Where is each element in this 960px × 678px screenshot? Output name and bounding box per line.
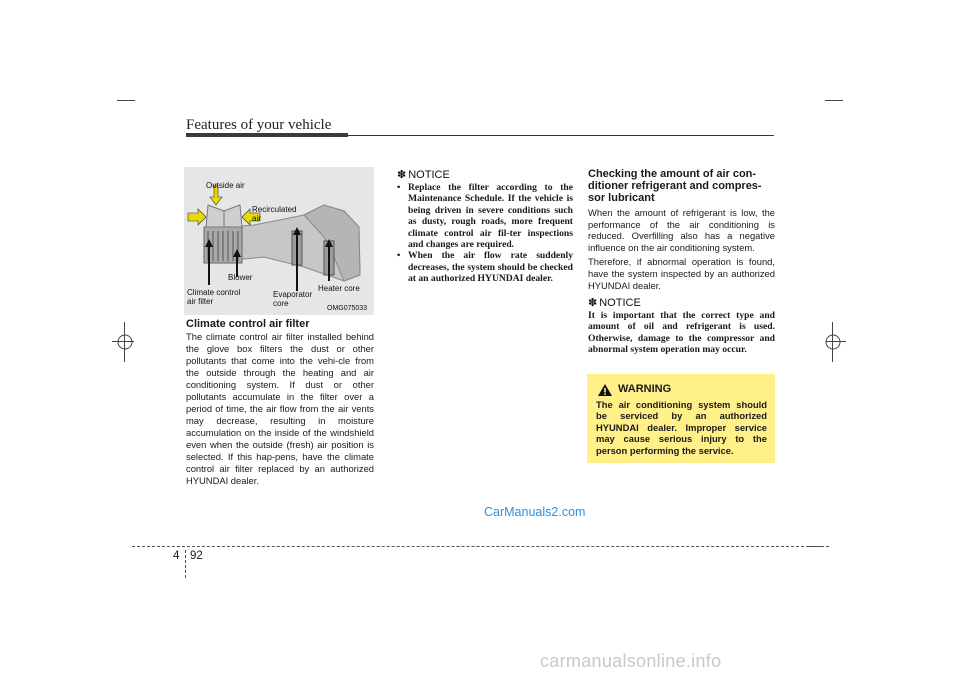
section-heading-refrigerant: Checking the amount of air con-ditioner refrigerant and compres-sor lubricant [588, 168, 762, 204]
warning-box [587, 374, 775, 463]
crop-mark [825, 100, 843, 101]
page-number: 92 [190, 550, 203, 562]
footer-watermark[interactable]: carmanualsonline.info [540, 651, 722, 671]
hvac-diagram [184, 167, 374, 315]
label-heater-core: Heater core [318, 284, 360, 293]
page-header-title: Features of your vehicle [186, 117, 332, 133]
refrigerant-section [588, 168, 775, 291]
label-recirculated-air: Recirculated air [252, 205, 297, 223]
figure-code: OMG075033 [327, 305, 368, 312]
watermark-link[interactable]: CarManuals2.com [484, 505, 586, 519]
notice-star-icon: ✽ [588, 297, 598, 309]
air-filter-paragraph: The climate control air filter installed behind the glove box filters the dust or other pollutants that come into the vehi-cle from the outside through the heating and air conditioning system. If dust or other pollutants accumulate in the filter over a period of time, the air flow from the air vents may decrease, resulting in moisture accumulation on the inside of the windshield even when the outside (fresh) air position is selected. If this hap-pens, have the climate control air filter replaced by an authorized HYUNDAI dealer. [186, 331, 374, 486]
refrigerant-paragraph-1: When the amount of refrigerant is low, the performance of the air conditioning is reduced. Overfilling also has a negative influence on the air conditioning system. [588, 207, 775, 253]
notice-star-icon: ✽ [397, 169, 407, 181]
bullet-icon: • [397, 250, 401, 262]
footer-rule [132, 546, 829, 547]
registration-mark-icon [116, 333, 134, 351]
label-blower: Blower [228, 273, 253, 282]
notice-title: NOTICE [599, 297, 641, 309]
warning-body: The air conditioning system should be serviced by an authorized HYUNDAI dealer. Improper service may cause serious injury to the person performing the service. [596, 399, 767, 456]
page-section: 4 [173, 550, 180, 562]
notice-list [397, 182, 573, 285]
notice-filter [397, 168, 573, 285]
label-outside-air: Outside air [206, 181, 245, 190]
notice-oil [588, 296, 775, 356]
warning-triangle-icon [597, 383, 613, 397]
notice-heading [397, 168, 573, 181]
header-rule [348, 135, 774, 136]
warning-title: WARNING [618, 383, 672, 395]
bullet-icon: • [397, 182, 401, 193]
label-climate-filter: Climate control air filter [187, 288, 241, 306]
crop-mark [117, 100, 135, 101]
notice-heading [588, 296, 775, 309]
page-separator [185, 550, 186, 578]
notice-title: NOTICE [408, 169, 450, 181]
section-heading-air-filter: Climate control air filter [186, 318, 310, 330]
label-evaporator: Evaporator core [273, 290, 313, 308]
registration-mark-icon [824, 333, 842, 351]
list-item: • Replace the filter according to the Maintenance Schedule. If the vehicle is being driven in severe conditions such as dusty, rough roads, more frequent climate control air fil-ter inspections and changes are required. [397, 182, 573, 251]
list-item: • When the air flow rate suddenly decreases, the system should be checked at an authorized HYUNDAI dealer. [397, 250, 573, 285]
header-bar [186, 133, 348, 137]
refrigerant-paragraph-2: Therefore, if abnormal operation is found, have the system inspected by an authorized HYUNDAI dealer. [588, 256, 775, 291]
notice-oil-body: It is important that the correct type and amount of oil and refrigerant is used. Otherwise, damage to the compressor and abnormal system operation may occur. [588, 310, 775, 356]
